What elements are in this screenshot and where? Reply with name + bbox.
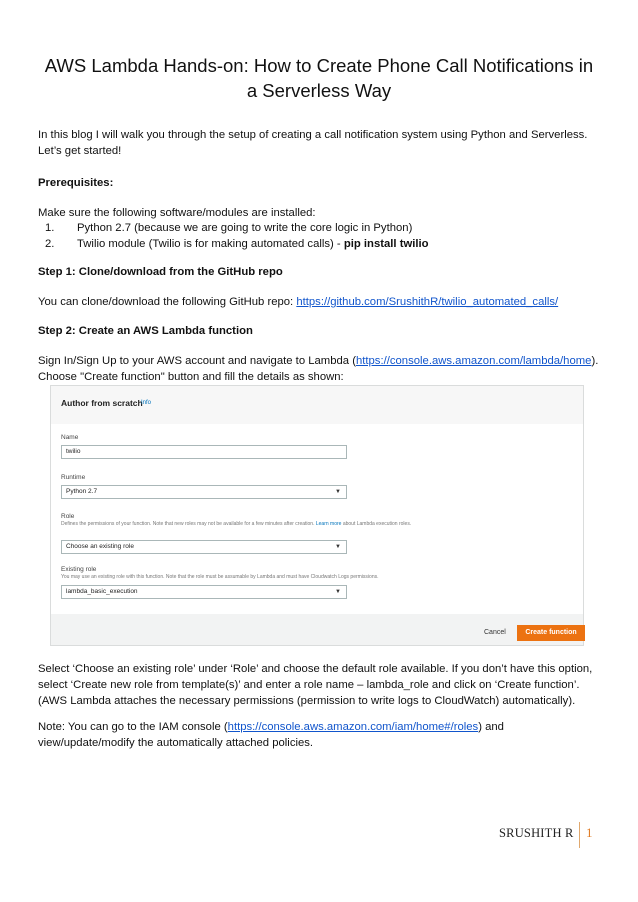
role-description [61, 521, 461, 528]
runtime-select[interactable] [61, 485, 347, 499]
list-text: Twilio module (Twilio is for making automated calls) - [77, 238, 344, 250]
name-value: twilio [66, 448, 81, 455]
note-after: ) and view/update/modify the automatically attached policies. [38, 721, 504, 749]
note-before: Note: You can go to the IAM console ( [38, 721, 228, 733]
step1-text: You can clone/download the following GitHub repo: [38, 296, 297, 308]
prerequisites-heading: Prerequisites: [38, 177, 114, 189]
role-desc-after: about Lambda execution roles. [341, 521, 412, 527]
chevron-down-icon: ▼ [335, 489, 341, 495]
github-repo-link[interactable]: https://github.com/SrushithR/twilio_automated_calls/ [296, 296, 559, 308]
note-paragraph [38, 719, 600, 751]
aws-author-from-scratch-panel [50, 385, 584, 646]
step2-text-before: Sign In/Sign Up to your AWS account and navigate to Lambda ( [38, 355, 356, 367]
existing-role-value: lambda_basic_execution [66, 588, 138, 595]
panel-title: Author from scratch [61, 398, 143, 408]
prerequisites-lead: Make sure the following software/modules are installed: [38, 207, 316, 219]
page-number: 1 [586, 825, 593, 840]
existing-role-select[interactable] [61, 585, 347, 599]
panel-header [51, 386, 583, 425]
role-label: Role [61, 513, 75, 520]
cancel-button[interactable]: Cancel [484, 629, 506, 636]
step1-heading: Step 1: Clone/download from the GitHub repo [38, 266, 283, 278]
role-select[interactable] [61, 540, 347, 554]
role-desc-text: Defines the permissions of your function. Note that new roles may not be available for a few minutes after creation. [61, 521, 315, 527]
existing-role-description: You may use an existing role with this function. Note that the role must be assumable by Lambda and must have Cloudwatch Logs permissions. [61, 574, 379, 580]
list-item [45, 236, 429, 252]
step2-paragraph [38, 353, 600, 385]
learn-more-link[interactable]: Learn more [315, 521, 342, 527]
install-command: pip install twilio [343, 238, 429, 250]
step2-line2: Choose "Create function" button and fill the details as shown: [38, 371, 344, 383]
footer-divider [579, 822, 580, 848]
info-link[interactable]: Info [141, 400, 152, 406]
role-value: Choose an existing role [66, 543, 134, 550]
list-number: 2. [45, 238, 55, 250]
list-text: Python 2.7 (because we are going to write the core logic in Python) [77, 222, 413, 234]
panel-body [51, 424, 583, 614]
create-function-button[interactable]: Create function [517, 625, 585, 641]
role-instructions-paragraph: Select ‘Choose an existing role’ under ‘Role’ and choose the default role available. If you don’t have this option, select ‘Create new role from template(s)’ and enter a role name – lambda_role and click on ‘Create function’. (AWS Lambda attaches the necessary permissions (permission to write logs to CloudWatch) automatically). [38, 663, 593, 707]
chevron-down-icon: ▼ [335, 589, 341, 595]
name-input[interactable] [61, 445, 347, 459]
existing-role-label: Existing role [61, 566, 97, 573]
step1-paragraph [38, 294, 600, 310]
lambda-console-link[interactable]: https://console.aws.amazon.com/lambda/home [355, 355, 592, 367]
panel-footer [51, 614, 583, 647]
iam-console-link[interactable]: https://console.aws.amazon.com/iam/home#/roles [227, 721, 479, 733]
list-number: 1. [45, 222, 55, 234]
step2-heading: Step 2: Create an AWS Lambda function [38, 325, 253, 337]
footer-author: SRUSHITH R [499, 826, 574, 840]
runtime-label: Runtime [61, 474, 86, 481]
list-item [45, 220, 412, 236]
runtime-value: Python 2.7 [66, 488, 98, 495]
chevron-down-icon: ▼ [335, 544, 341, 550]
intro-paragraph: In this blog I will walk you through the setup of creating a call notification system using Python and Serverless. Let’s get started! [38, 129, 588, 157]
step2-text-after: ). [591, 355, 599, 367]
page-title: AWS Lambda Hands-on: How to Create Phone Call Notifications in a Serverless Way [44, 55, 594, 101]
name-label: Name [61, 434, 79, 441]
